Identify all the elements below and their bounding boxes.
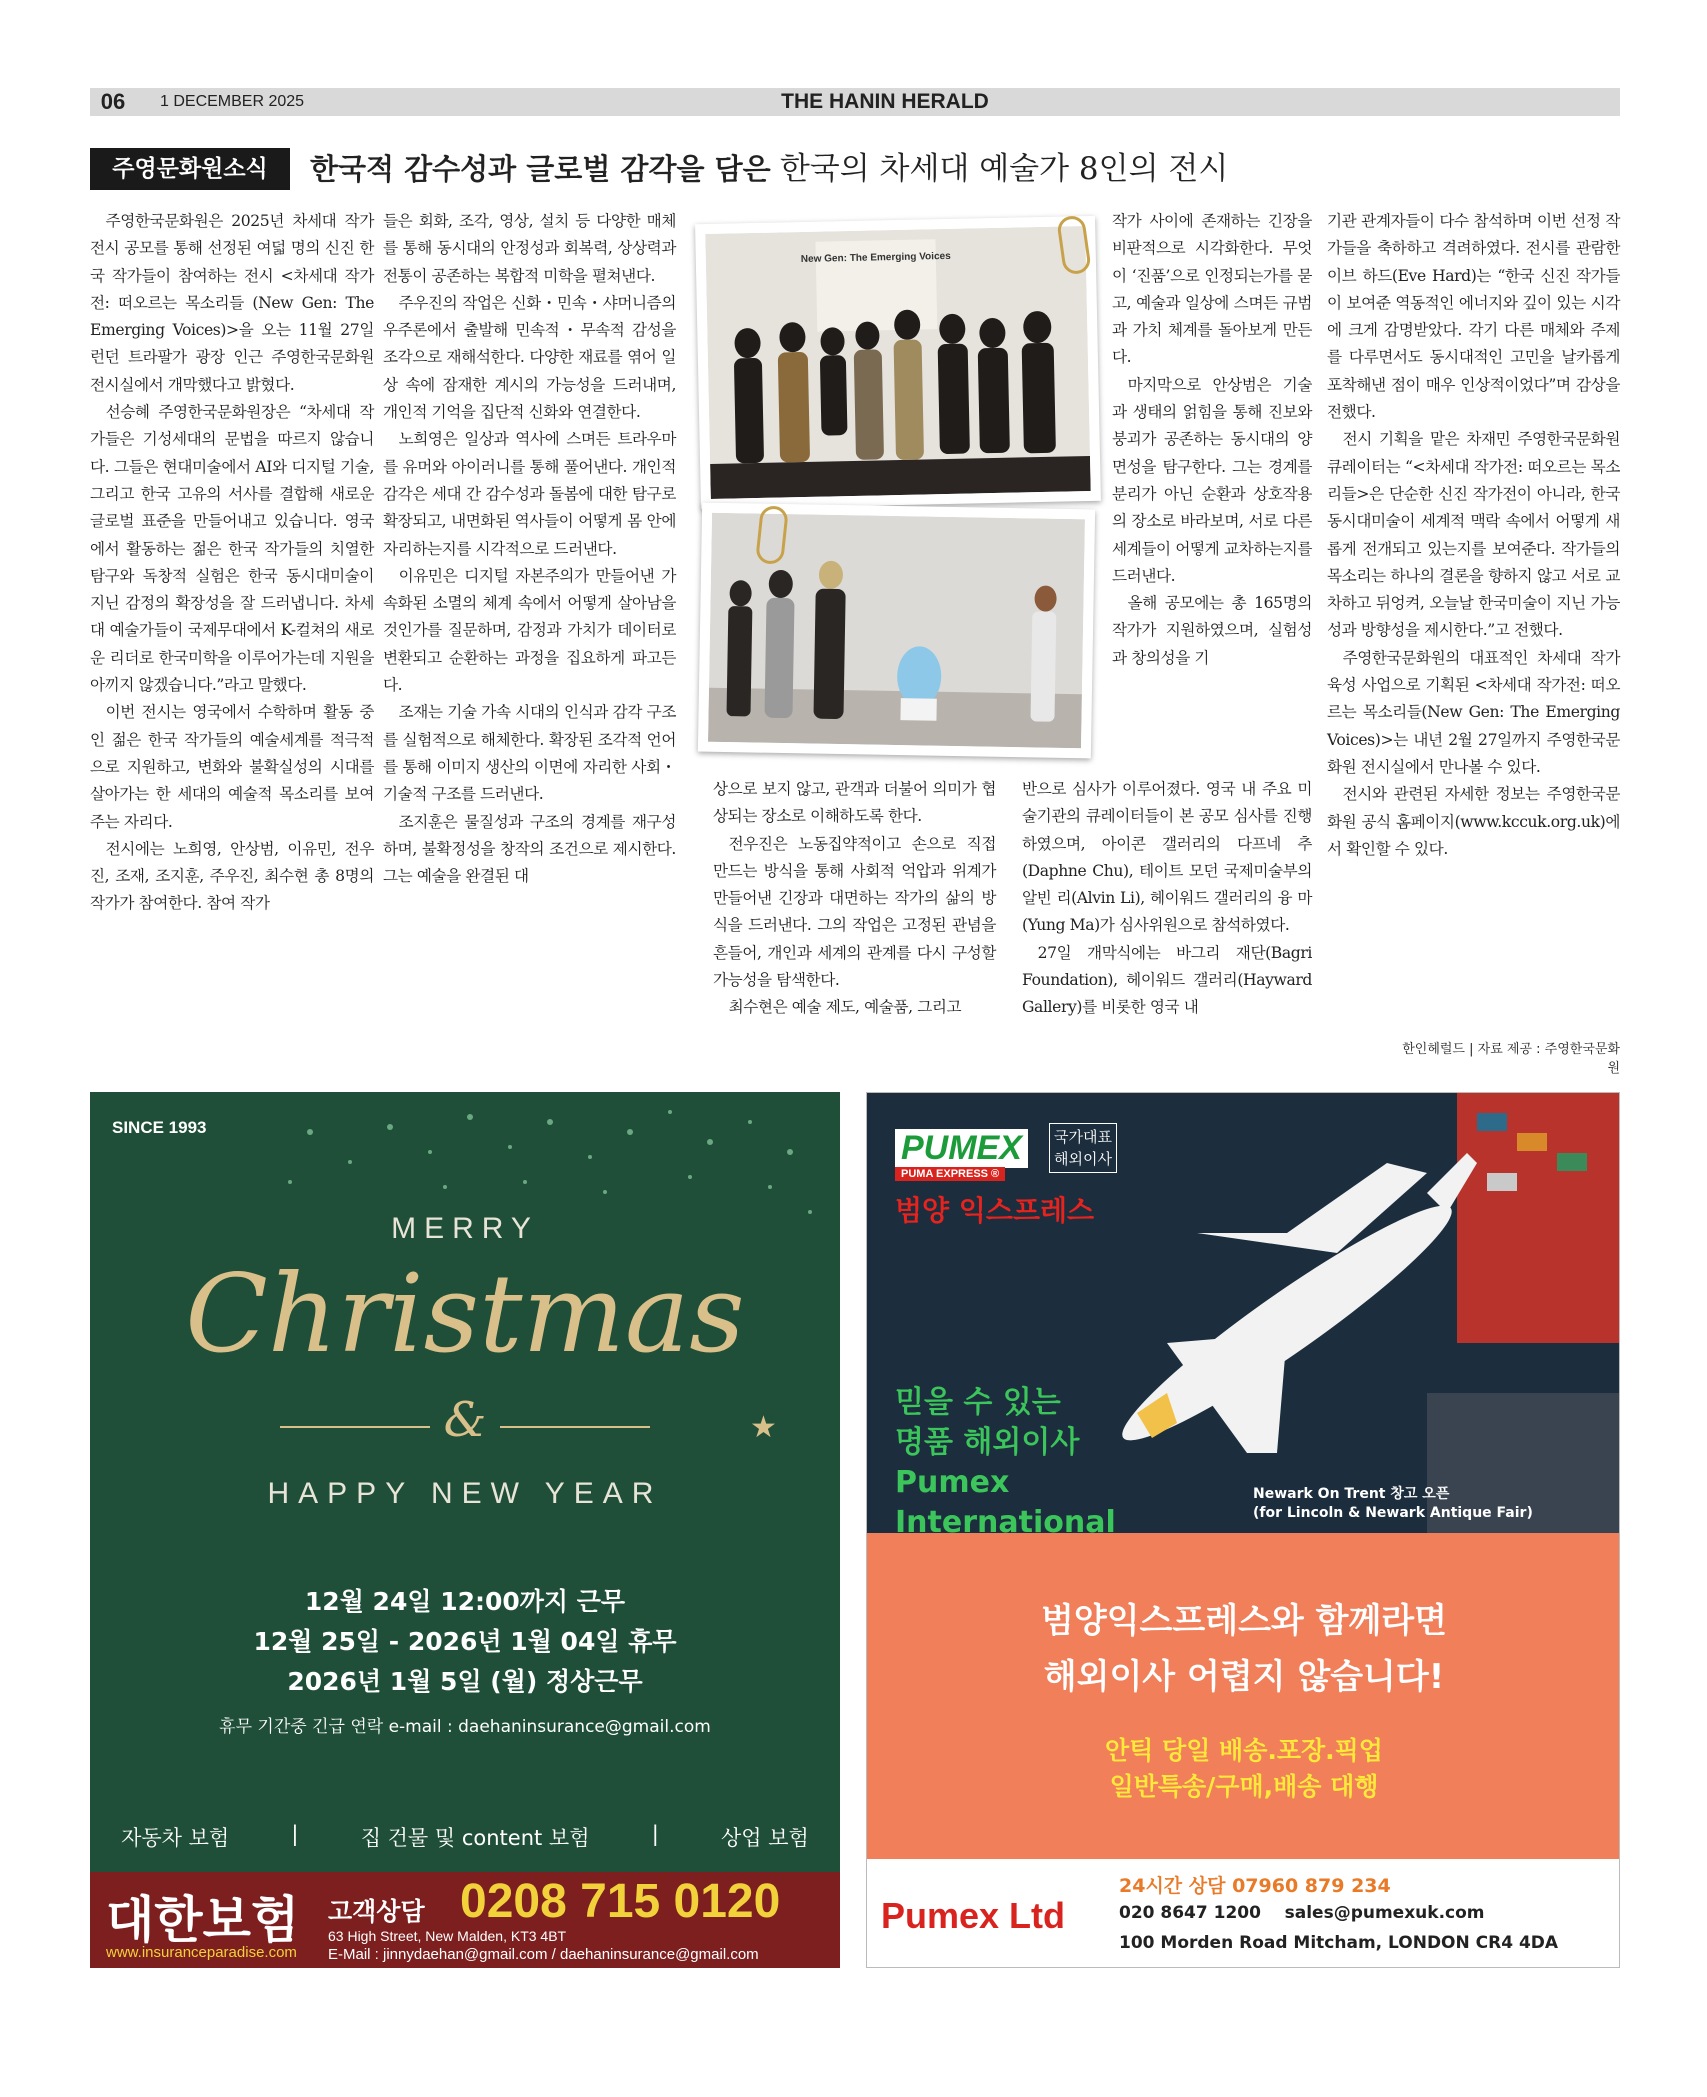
publication-date: 1 DECEMBER 2025: [160, 93, 305, 110]
paragraph: 전시와 관련된 자세한 정보는 주영한국문화원 공식 홈페이지(www.kccuk.org.uk)에서 확인할 수 있다.: [1327, 785, 1620, 858]
badge-line: 해외이사: [1054, 1150, 1112, 1168]
paragraph: 전우진은 노동집약적이고 손으로 직접 만드는 방식을 통해 사회적 억압과 위계가 만들어낸 긴장과 대면하는 작가의 삶의 방식을 드러낸다. 그의 작업은 고정된 관념을 흔들어, 개인과 세계의 관계를 다시 구성할 가능성을 탐색한다.: [713, 834, 996, 990]
headline-light: 한국의 차세대 예술가 8인의 전시: [779, 151, 1229, 187]
paragraph: 주우진의 작업은 신화・민속・샤머니즘의 우주론에서 출발해 민속적・무속적 감성을 조각으로 재해석한다. 다양한 재료를 엮어 일상 속에 잠재한 계시의 가능성을 드러내며, 개인적 기억을 집단적 신화와 연결한다.: [383, 293, 676, 422]
promo-line: 범양익스프레스와 함께라면: [1041, 1601, 1447, 1641]
pumex-logo: PUMEX: [895, 1129, 1028, 1168]
paragraph: 이번 전시는 영국에서 수학하며 활동 중인 젊은 한국 작가들의 예술세계를 적극적으로 지원하고, 변화와 불확실성의 시대를 살아가는 한 세대의 예술적 목소리를 보여주는 자리다.: [90, 703, 374, 831]
star-icon: ★: [750, 1410, 777, 1445]
badge-line: 국가대표: [1054, 1128, 1112, 1146]
pumex-korean-name: 범양 익스프레스: [895, 1194, 1095, 1227]
exhibition-group-photo: [695, 216, 1101, 509]
paragraph: 최수현은 예술 제도, 예술품, 그리고: [728, 998, 962, 1017]
paragraph: 전시 기획을 맡은 차재민 주영한국문화원 큐레이터는 “<차세대 작가전: 떠오르는 목소리들>은 단순한 신진 작가전이 아니라, 한국 동시대미술이 세계적 맥락 속에서 어떻게 새롭게 전개되고 있는지를 보여준다. 작가들의 목소리는 하나의 결론을 향하지 않고 서로 교차하고 뒤엉켜, 오늘날 한국미술이 지닌 가능성과 방향성을 제시한다.”고 전했다.: [1327, 430, 1620, 640]
paragraph: 27일 개막식에는 바그리 재단(Bagri Foundation), 헤이워드 갤러리(Hayward Gallery)를 비롯한 영국 내: [1022, 943, 1312, 1017]
headline-bold: 한국적 감수성과 글로벌 감각을 담은: [310, 152, 771, 186]
paragraph: 상으로 보지 않고, 관객과 더불어 의미가 협상되는 장소로 이해하도록 한다.: [713, 780, 996, 826]
insurance-type: 자동차 보험: [121, 1826, 230, 1850]
insurance-phone: 0208 715 0120: [460, 1875, 781, 1928]
paragraph: 이유민은 디지털 자본주의가 만들어낸 가속화된 소멸의 체계 속에서 어떻게 살아남을 것인가를 질문하며, 감정과 가치가 데이터로 변환되고 순환하는 과정을 집요하게 파고든다.: [383, 566, 676, 695]
warehouse-line: Newark On Trent 창고 오픈: [1253, 1486, 1450, 1502]
masthead: THE HANIN HERALD: [781, 90, 989, 113]
tagline-line: International: [895, 1505, 1116, 1533]
paragraph: 노희영은 일상과 역사에 스며든 트라우마를 유머와 아이러니를 통해 풀어낸다. 개인적 감각은 세대 간 감수성과 돌봄에 대한 탐구로 확장되고, 내면화된 역사들이 어떻게 몸 안에 자리하는지를 시각적으로 드러낸다.: [383, 430, 676, 558]
insurance-advert: [90, 1092, 840, 1968]
photo-credit: 한인헤럴드 | 자료 제공 : 주영한국문화원: [1402, 1042, 1620, 1076]
customer-service-label: 고객상담: [328, 1897, 425, 1926]
insurance-email: E-Mail : jinnydaehan@gmail.com / daehaninsurance@gmail.com: [328, 1946, 759, 1963]
poster-text: New Gen: The Emerging Voices: [800, 250, 951, 266]
pumex-promo-panel: [867, 1533, 1620, 1859]
insurance-types: [90, 1822, 840, 1862]
insurance-type: 상업 보험: [721, 1826, 809, 1850]
article-column-2: [383, 208, 676, 890]
since-label: SINCE 1993: [112, 1118, 207, 1137]
tagline-line: 믿을 수 있는: [895, 1385, 1061, 1420]
article-column-3-lower: [713, 776, 996, 1022]
ampersand: &: [443, 1392, 487, 1448]
paragraph: 올해 공모에는 총 165명의 작가가 지원하였으며, 실험성과 창의성을 기: [1112, 594, 1312, 667]
pumex-tagline: [895, 1383, 1116, 1533]
promo-line: 해외이사 어렵지 않습니다!: [1043, 1657, 1445, 1697]
insurance-footer: [90, 1872, 840, 1968]
article-column-3-right: [1112, 208, 1312, 672]
article-column-5: [1327, 208, 1620, 863]
pumex-logo-sub: PUMA EXPRESS ®: [895, 1167, 1005, 1181]
paragraph: 기관 관계자들이 다수 참석하며 이번 선정 작가들을 축하하고 격려하였다. 전시를 관람한 이브 하드(Eve Hard)는 “한국 신진 작가들이 보여준 역동적인 에너지와 깊이 있는 시각에 크게 감명받았다. 각기 다른 매체와 주제를 다루면서도 동시대적인 고민을 날카롭게 포착해낸 점이 매우 인상적이었다”며 감상을 전했다.: [1327, 212, 1620, 422]
pumex-company-name: Pumex Ltd: [881, 1895, 1066, 1936]
tagline-line: 명품 해외이사: [895, 1425, 1080, 1460]
insurance-website: www.insuranceparadise.com: [106, 1944, 297, 1961]
paragraph: 선승혜 주영한국문화원장은 “차세대 작가들은 기성세대의 문법을 따르지 않습니다. 그들은 현대미술에서 AI와 디지털 기술, 그리고 한국 고유의 서사를 결합해 새로운 글로벌 표준을 만들어내고 있습니다. 영국에서 활동하는 젊은 한국 작가들의 치열한 탐구와 독창적 실험은 한국 동시대미술이 지닌 감정의 확장성을 잘 드러냅니다. 차세대 예술가들이 국제무대에서 K-컬쳐의 새로운 리더로 한국미학을 이루어가는데 지원을 아끼지 않겠습니다.”라고 말했다.: [90, 403, 374, 695]
article-column-4-lower: [1022, 776, 1312, 1022]
page-number: 06: [100, 89, 126, 114]
merry-text: MERRY: [391, 1212, 539, 1245]
tagline-line: Pumex: [895, 1465, 1010, 1500]
insurance-type: 집 건물 및 content 보험: [360, 1826, 590, 1850]
service-line: 안틱 당일 배송.포장.픽업: [1105, 1736, 1383, 1765]
insurance-address: 63 High Street, New Malden, KT3 4BT: [328, 1928, 567, 1944]
pumex-advert: [866, 1092, 1620, 1968]
service-line: 일반특송/구매,배송 대행: [1109, 1772, 1379, 1801]
paragraph: 전시에는 노희영, 안상범, 이유민, 전우진, 조재, 조지훈, 주우진, 최수현 총 8명의 작가가 참여한다. 참여 작가: [90, 839, 374, 913]
schedule-line: 12월 24일 12:00까지 근무: [304, 1587, 626, 1616]
schedule-line: 12월 25일 - 2026년 1월 04일 휴무: [253, 1627, 677, 1656]
pumex-footer: [867, 1859, 1620, 1968]
pumex-hero: [867, 1093, 1620, 1533]
warehouse-line: (for Lincoln & Newark Antique Fair): [1253, 1505, 1533, 1521]
article-headline: [310, 146, 1228, 192]
divider-right: [500, 1426, 650, 1428]
group-photo-image: [705, 226, 1090, 499]
paragraph: 조재는 기술 가속 시대의 인식과 감각 구조를 실험적으로 해체한다. 확장된 조각적 언어를 통해 이미지 생산의 이면에 자리한 사회・기술적 구조를 드러낸다.: [383, 703, 676, 804]
insurance-brand: 대한보험: [106, 1891, 300, 1949]
emergency-contact: 휴무 기간중 긴급 연락 e-mail : daehaninsurance@gmail.com: [219, 1717, 711, 1737]
paragraph: 주영한국문화원의 대표적인 차세대 작가 육성 사업으로 기획된 <차세대 작가전: 떠오르는 목소리들(New Gen: The Emerging Voices)>는 내년 2월 27일까지 주영한국문화원 전시실에서 만나볼 수 있다.: [1327, 648, 1620, 776]
article-column-1: [90, 208, 374, 918]
paragraph: 마지막으로 안상범은 기술과 생태의 얽힘을 통해 진보와 붕괴가 공존하는 동시대의 양면성을 탐구한다. 그는 경계를 분리가 아닌 순환과 상호작용의 장소로 바라보며, 서로 다른 세계들이 어떻게 교차하는지를 드러낸다.: [1112, 375, 1312, 585]
pumex-contact: 020 8647 1200 sales@pumexuk.com: [1119, 1903, 1485, 1923]
national-badge: [1049, 1123, 1117, 1173]
schedule-line: 2026년 1월 5일 (월) 정상근무: [287, 1667, 643, 1696]
warehouse-notice: [1253, 1485, 1533, 1523]
pumex-hotline: 24시간 상담 07960 879 234: [1119, 1875, 1391, 1897]
separator: |: [651, 1822, 659, 1846]
paragraph: 들은 회화, 조각, 영상, 설치 등 다양한 매체를 통해 동시대의 안정성과 회복력, 상상력과 전통이 공존하는 복합적 미학을 펼쳐낸다.: [383, 212, 676, 285]
paragraph: 작가 사이에 존재하는 긴장을 비판적으로 시각화한다. 무엇이 ‘진품’으로 인정되는가를 묻고, 예술과 일상에 스며든 규범과 가치 체계를 돌아보게 만든다.: [1112, 212, 1312, 367]
section-tag: 주영문화원소식: [90, 148, 290, 190]
service-list: [867, 1733, 1620, 1805]
paragraph: 조지훈은 물질성과 구조의 경계를 재구성하며, 불확정성을 창작의 조건으로 제시한다. 그는 예술을 완결된 대: [383, 812, 676, 886]
promo-headline: [867, 1593, 1620, 1705]
separator: |: [291, 1822, 299, 1846]
christmas-script: Christmas: [185, 1252, 745, 1377]
paragraph: 주영한국문화원은 2025년 차세대 작가 전시 공모를 통해 선정된 여덟 명의 신진 한국 작가들이 참여하는 전시 <차세대 작가전: 떠오르는 목소리들 (New Gen: The Emerging Voices)>을 오는 11월 27일 런던 트라팔가 광장 인근 주영한국문화원 전시실에서 개막했다고 밝혔다.: [90, 212, 374, 394]
paragraph: 반으로 심사가 이루어졌다. 영국 내 주요 미술기관의 큐레이터들이 본 공모 심사를 진행하였으며, 아이콘 갤러리의 다프네 추(Daphne Chu), 테이트 모던 국제미술부의 알빈 리(Alvin Li), 헤이워드 갤러리의 융 마(Yung Ma)가 심사위원으로 참석하였다.: [1022, 780, 1312, 935]
happy-new-year-text: HAPPY NEW YEAR: [267, 1477, 663, 1510]
pumex-address: 100 Morden Road Mitcham, LONDON CR4 4DA: [1119, 1933, 1559, 1953]
